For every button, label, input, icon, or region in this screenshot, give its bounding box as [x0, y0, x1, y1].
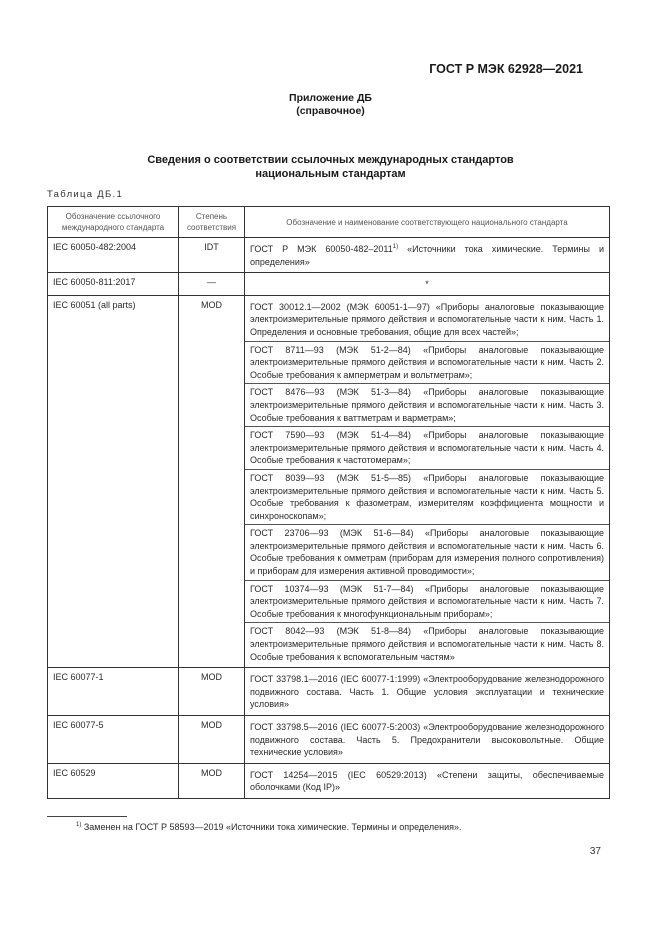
degree-cell: IDT: [179, 238, 245, 273]
header-degree: Степень соответствия: [179, 207, 245, 238]
degree-cell: MOD: [179, 295, 245, 667]
national-standard-cell: [245, 763, 610, 798]
national-standard-text: ГОСТ 33798.1—2016 (IEC 60077-1:1999) «Электрооборудование железнодорожного подвижного состава. Часть 1. Общие условия эксплуатации и технические условия»: [250, 674, 604, 710]
table-row: [48, 295, 610, 667]
national-standard-cell: [245, 716, 610, 764]
degree-cell: MOD: [179, 763, 245, 798]
section-title-line-1: Сведения о соответствии ссылочных международных стандартов: [147, 154, 514, 166]
degree-cell: MOD: [179, 716, 245, 764]
document-code: ГОСТ Р МЭК 62928—2021: [429, 62, 583, 76]
national-standard-cell: [245, 238, 610, 273]
annex-title: Приложение ДБ: [289, 92, 372, 104]
national-standard-text: ГОСТ 14254—2015 (IEC 60529:2013) «Степени защиты, обеспечиваемые оболочками (Код IP)»: [250, 769, 604, 793]
table-row: [48, 668, 610, 716]
national-standard-cell: [245, 273, 610, 296]
table-row: [48, 273, 610, 296]
national-standard-title: «Источники тока химические. Термины и определения»: [250, 244, 604, 267]
intl-standard-cell: IEC 60529: [48, 763, 179, 798]
intl-standard-cell: IEC 60077-5: [48, 716, 179, 764]
national-standard-text: ГОСТ 8039—93 (МЭК 51-5—85) «Приборы аналоговые показывающие электроизмерительные прямого действия и вспомогательные части к ним. Часть 5. Особые требования к фазометрам, измерителям коэффициента мощности и синхроноскопам»;: [245, 469, 609, 524]
degree-cell: —: [179, 273, 245, 296]
footnote-text: Заменен на ГОСТ Р 58593—2019 «Источники тока химические. Термины и определения».: [81, 822, 462, 832]
section-title-line-2: национальным стандартам: [255, 168, 406, 180]
intl-standard-cell: IEC 60051 (all parts): [48, 295, 179, 667]
national-standard-cell: [245, 668, 610, 716]
intl-standard-cell: IEC 60077-1: [48, 668, 179, 716]
intl-standard-cell: IEC 60050-482:2004: [48, 238, 179, 273]
table-row: [48, 238, 610, 273]
national-standard-text: ГОСТ 7590—93 (МЭК 51-4—84) «Приборы аналоговые показывающие электроизмерительные прямого действия и вспомогательные части к ним. Часть 4. Особые требования к частотомерам»;: [245, 426, 609, 469]
page-number: 37: [589, 846, 601, 857]
footnote-ref[interactable]: 1): [392, 244, 399, 250]
header-national-standard: Обозначение и наименование соответствующего национального стандарта: [245, 207, 610, 238]
national-standard-text: ГОСТ 30012.1—2002 (МЭК 60051-1—97) «Приборы аналоговые показывающие электроизмерительные прямого действия и вспомогательные части к ним. Часть 1. Определения и основные требования, общие для всех частей»;: [250, 301, 604, 337]
national-standard-text: ГОСТ Р МЭК 60050-482–2011: [250, 244, 393, 254]
header-intl-standard: Обозначение ссылочного международного стандарта: [48, 207, 179, 238]
intl-standard-cell: IEC 60050-811:2017: [48, 273, 179, 296]
annex-subtitle: (справочное): [296, 105, 365, 117]
table-caption: Таблица ДБ.1: [47, 189, 124, 200]
footnote-marker: 1): [76, 822, 82, 828]
national-standard-text: ГОСТ 8476—93 (МЭК 51-3—84) «Приборы аналоговые показывающие электроизмерительные прямого действия и вспомогательные части к ним. Часть 3. Особые требования к ваттметрам и варметрам»;: [245, 383, 609, 426]
footnote-separator: [47, 816, 127, 817]
national-standard-text: ГОСТ 8711—93 (МЭК 51-2—84) «Приборы аналоговые показывающие электроизмерительные прямого действия и вспомогательные части к ним. Часть 2. Особые требования к амперметрам и вольтметрам»;: [245, 341, 609, 384]
annex-heading: [0, 92, 661, 118]
footnote: [76, 822, 462, 832]
national-standard-text: ГОСТ 33798.5—2016 (IEC 60077-5:2003) «Электрооборудование железнодорожного подвижного состава. Часть 5. Предохранители высоковольтные. Общие технические условия»: [250, 722, 604, 758]
national-standard-text: ГОСТ 8042—93 (МЭК 51-8—84) «Приборы аналоговые показывающие электроизмерительные прямого действия и вспомогательные части к ним. Часть 8. Особые требования к вспомогательным частям»: [245, 622, 609, 665]
table-row: [48, 763, 610, 798]
table-header-row: [48, 207, 610, 238]
degree-cell: MOD: [179, 668, 245, 716]
table-row: [48, 716, 610, 764]
section-title: [0, 153, 661, 181]
national-standard-text: ГОСТ 23706—93 (МЭК 51-6—84) «Приборы аналоговые показывающие электроизмерительные прямого действия и вспомогательные части к ним. Часть 6. Особые требования к омметрам (приборам для измерения полного сопротивления) и приборам для измерения активной проводимости»;: [245, 524, 609, 579]
national-standard-text: ГОСТ 10374—93 (МЭК 51-7—84) «Приборы аналоговые показывающие электроизмерительные прямого действия и вспомогательные части к ним. Часть 7. Особые требования к многофункциональным приборам»;: [245, 580, 609, 623]
correspondence-table: [47, 206, 610, 799]
national-standard-text: *: [425, 279, 429, 290]
national-standard-cell: [245, 295, 610, 667]
